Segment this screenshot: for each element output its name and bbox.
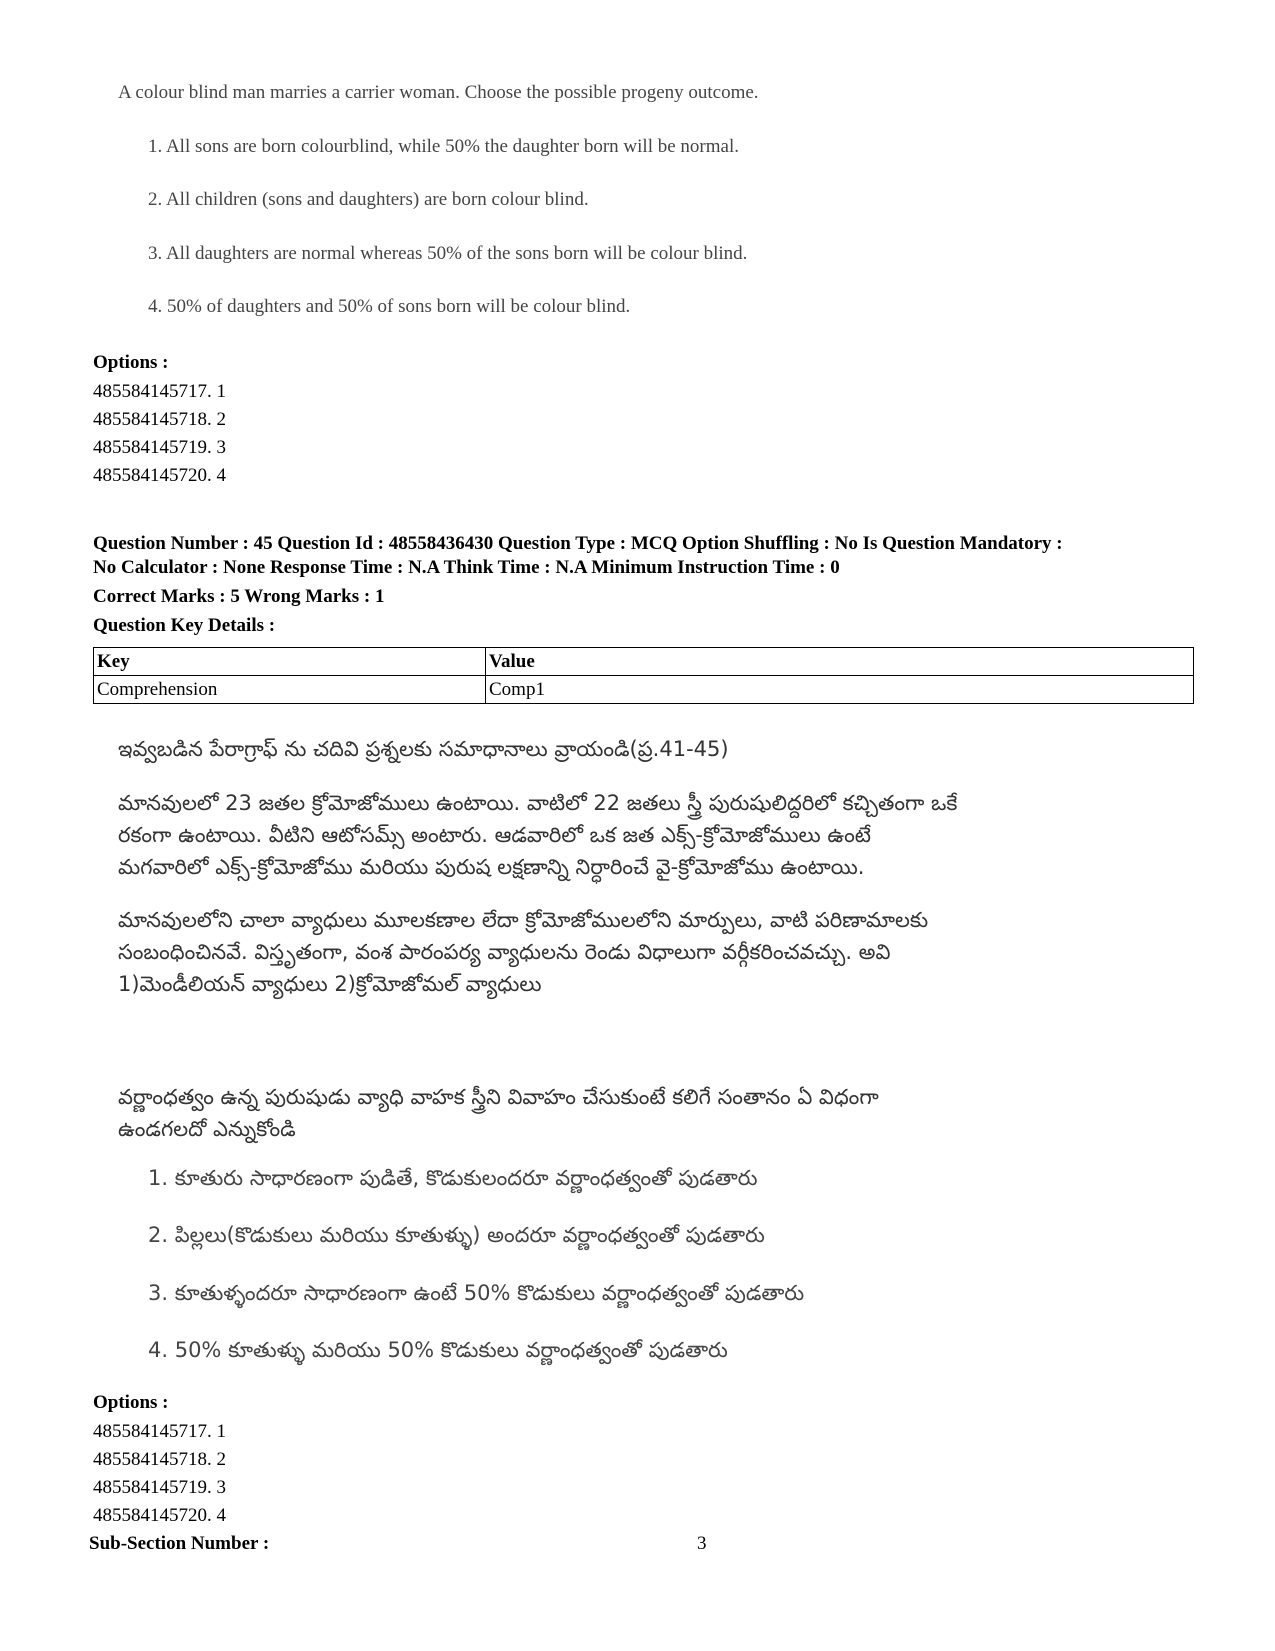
table-header-row (94, 648, 1194, 676)
q44-options-list (93, 378, 226, 490)
te-item-4: 4. 50% కూతుళ్ళు మరియు 50% కొడుకులు వర్ణాంధత్వంతో పుడతారు (148, 1338, 728, 1362)
q44-item-1: 1. All sons are born colourblind, while 50% the daughter born will be normal. (148, 136, 739, 157)
q45-option-3: 485584145719. 3 (93, 1477, 226, 1498)
te-paragraph-2-line-1: మానవులలోని చాలా వ్యాధులు మూలకణాల లేదా క్రోమోజోములలోని మార్పులు, వాటి పరిణామాలకు (118, 908, 929, 932)
table-header-key: Key (94, 648, 486, 676)
q45-option-1: 485584145717. 1 (93, 1421, 226, 1442)
table-row (94, 676, 1194, 704)
q44-item-2: 2. All children (sons and daughters) are born colour blind. (148, 189, 589, 210)
te-question-stem (118, 1081, 879, 1145)
te-paragraph-1-line-1: మానవులలో 23 జతల క్రోమోజోములు ఉంటాయి. వాటిలో 22 జతలు స్త్రీ పురుషులిద్దరిలో కచ్చితంగా ఒకే (118, 791, 958, 815)
q45-option-2: 485584145718. 2 (93, 1449, 226, 1470)
q44-option-3: 485584145719. 3 (93, 437, 226, 458)
q44-option-2: 485584145718. 2 (93, 409, 226, 430)
q45-marks: Correct Marks : 5 Wrong Marks : 1 (93, 586, 385, 607)
key-details-table (93, 647, 1194, 704)
te-item-3: 3. కూతుళ్ళందరూ సాధారణంగా ఉంటే 50% కొడుకులు వర్ణాంధత్వంతో పుడతారు (148, 1281, 805, 1305)
q45-key-details-label: Question Key Details : (93, 615, 276, 636)
table-header-value: Value (486, 648, 1194, 676)
q45-option-4: 485584145720. 4 (93, 1505, 226, 1526)
q45-options-list (93, 1418, 226, 1530)
te-paragraph-2 (118, 904, 928, 1000)
te-paragraph-1 (118, 787, 957, 883)
table-cell-value: Comp1 (486, 676, 1194, 704)
q44-option-4: 485584145720. 4 (93, 465, 226, 486)
subsection-label: Sub-Section Number : (89, 1533, 270, 1554)
q44-options-label: Options : (93, 352, 169, 373)
te-paragraph-1-line-3: మగవారిలో ఎక్స్-క్రోమోజోము మరియు పురుష లక్షణాన్ని నిర్ధారించే వై-క్రోమోజోము ఉంటాయి. (118, 855, 865, 879)
te-instruction: ఇవ్వబడిన పేరాగ్రాఫ్ ను చదివి ప్రశ్నలకు సమాధానాలు వ్రాయండి(ప్ర.41-45) (118, 737, 729, 761)
q44-item-4: 4. 50% of daughters and 50% of sons born will be colour blind. (148, 296, 631, 317)
q45-meta-line-2: No Calculator : None Response Time : N.A Think Time : N.A Minimum Instruction Time : 0 (93, 557, 840, 578)
te-paragraph-2-line-2: సంబంధించినవే. విస్తృతంగా, వంశ పారంపర్య వ్యాధులను రెండు విధాలుగా వర్గీకరించవచ్చు. అవి (118, 940, 891, 964)
q45-options-label: Options : (93, 1392, 169, 1413)
te-question-stem-line-2: ఉండగలదో ఎన్నుకోండి (118, 1117, 296, 1141)
q44-option-1: 485584145717. 1 (93, 381, 226, 402)
q44-item-3: 3. All daughters are normal whereas 50% of the sons born will be colour blind. (148, 243, 748, 264)
te-paragraph-1-line-2: రకంగా ఉంటాయి. వీటిని ఆటోసమ్స్ అంటారు. ఆడవారిలో ఒక జత ఎక్స్-క్రోమోజోములు ఉంటే (118, 823, 871, 847)
te-question-stem-line-1: వర్ణాంధత్వం ఉన్న పురుషుడు వ్యాధి వాహక స్త్రీని వివాహం చేసుకుంటే కలిగే సంతానం ఏ విధంగా (118, 1085, 879, 1109)
table-cell-key: Comprehension (94, 676, 486, 704)
te-paragraph-2-line-3: 1)మెండీలియన్ వ్యాధులు 2)క్రోమోజోమల్ వ్యాధులు (118, 972, 542, 996)
q45-meta-line-1: Question Number : 45 Question Id : 48558436430 Question Type : MCQ Option Shuffling : No Is Question Mandatory : (93, 533, 1063, 554)
page-number: 3 (697, 1533, 707, 1554)
q44-stem: A colour blind man marries a carrier woman. Choose the possible progeny outcome. (118, 82, 759, 103)
te-item-2: 2. పిల్లలు(కొడుకులు మరియు కూతుళ్ళు) అందరూ వర్ణాంధత్వంతో పుడతారు (148, 1223, 765, 1247)
te-item-1: 1. కూతురు సాధారణంగా పుడితే, కొడుకులందరూ వర్ణాంధత్వంతో పుడతారు (148, 1166, 758, 1190)
